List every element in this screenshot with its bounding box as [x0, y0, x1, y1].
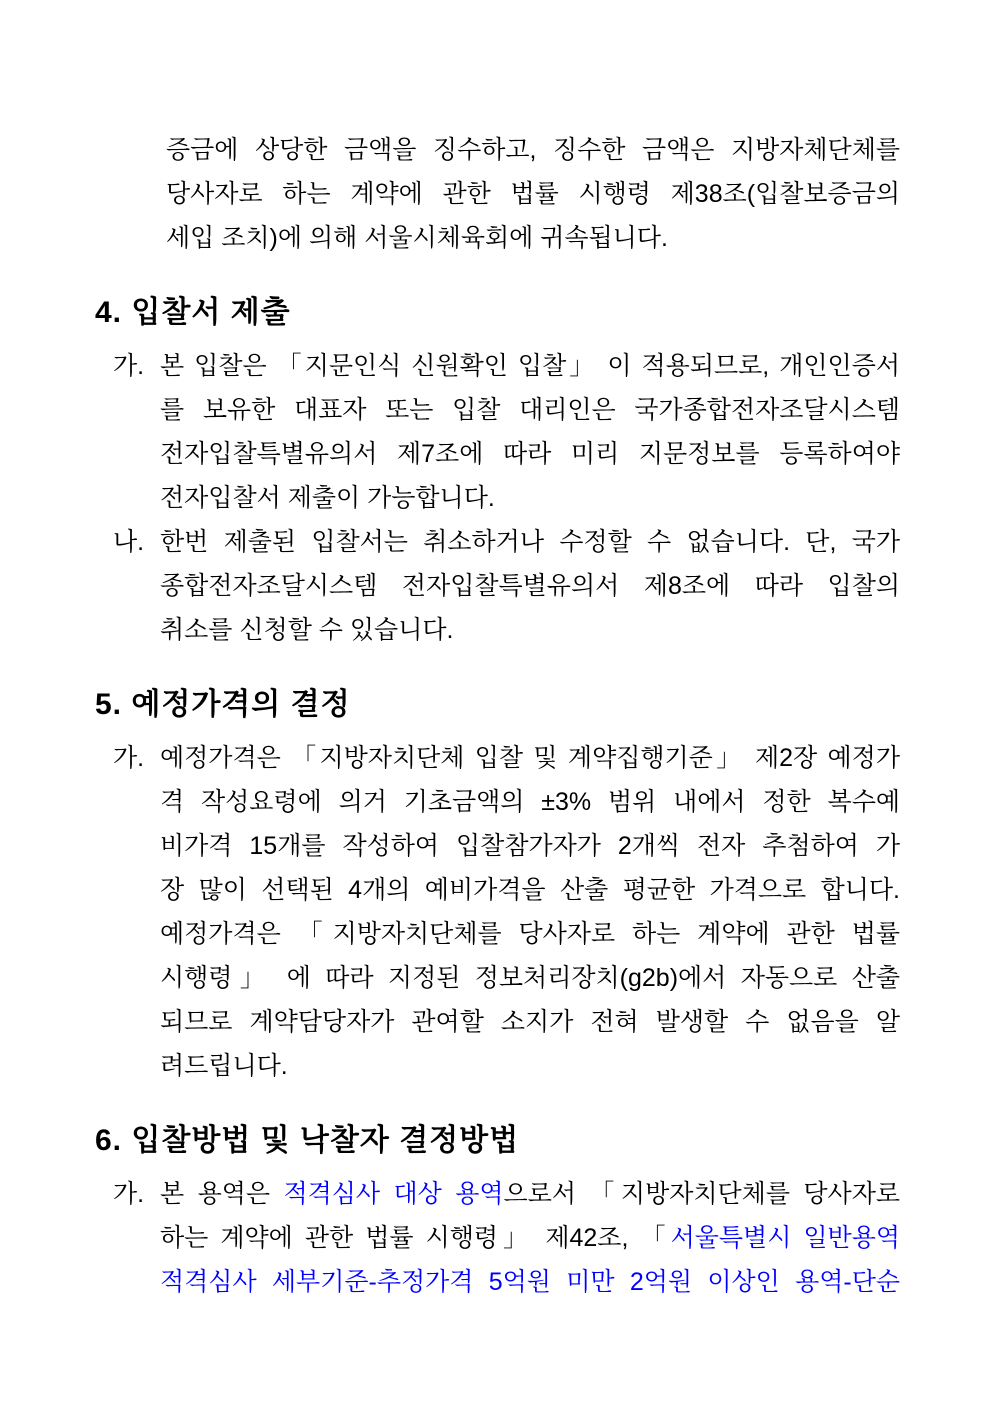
text-line: 취소를 신청할 수 있습니다.	[160, 616, 454, 644]
text-line: 비가격 15개를 작성하여 입찰참가자가 2개씩 전자 추첨하여 가	[160, 832, 900, 860]
item-label: 가.	[113, 1180, 145, 1208]
list-item-4-na	[95, 520, 900, 652]
text-line: 되므로 계약담당자가 관여할 소지가 전혀 발생할 수 없음을 알	[160, 1008, 900, 1036]
text-line: 당사자로 하는 계약에 관한 법률 시행령 제38조(입찰보증금의	[166, 180, 900, 208]
text-line: 격 작성요령에 의거 기초금액의 ±3% 범위 내에서 정한 복수예	[160, 788, 900, 816]
item-label: 가.	[113, 744, 145, 772]
text-line: 예정가격은 「지방자치단체 입찰 및 계약집행기준」 제2장 예정가	[160, 744, 900, 772]
text-line: 전자입찰서 제출이 가능합니다.	[160, 484, 495, 512]
text-line: 전자입찰특별유의서 제7조에 따라 미리 지문정보를 등록하여야	[160, 440, 900, 468]
text-line: 를 보유한 대표자 또는 입찰 대리인은 국가종합전자조달시스템	[160, 396, 900, 424]
text-line	[160, 1260, 900, 1304]
text-line: 려드립니다.	[160, 1052, 288, 1080]
text-segment-highlight: 적격심사 세부기준-추정가격 5억원 미만 2억원 이상인 용역-단순	[160, 1268, 900, 1296]
list-item-4-ga	[95, 344, 900, 520]
text-line: 증금에 상당한 금액을 징수하고, 징수한 금액은 지방자체단체를	[166, 136, 900, 164]
text-line: 예정가격은 「지방자치단체를 당사자로 하는 계약에 관한 법률	[160, 920, 900, 948]
text-line: 한번 제출된 입찰서는 취소하거나 수정할 수 없습니다. 단, 국가	[160, 528, 900, 556]
text-line: 종합전자조달시스템 전자입찰특별유의서 제8조에 따라 입찰의	[160, 572, 900, 600]
text-line	[160, 1172, 900, 1216]
text-line: 세입 조치)에 의해 서울시체육회에 귀속됩니다.	[166, 224, 668, 252]
list-item-6-ga	[95, 1172, 900, 1304]
section-heading-5: 5. 예정가격의 결정	[95, 688, 351, 721]
text-segment: 으로서 「지방자치단체를 당사자로	[503, 1180, 900, 1208]
text-line: 본 입찰은 「지문인식 신원확인 입찰」 이 적용되므로, 개인인증서	[160, 352, 900, 380]
text-line: 시행령」 에 따라 지정된 정보처리장치(g2b)에서 자동으로 산출	[160, 964, 900, 992]
item-label: 나.	[113, 528, 145, 556]
text-segment: 하는 계약에 관한 법률 시행령」 제42조, 「	[160, 1224, 671, 1252]
section-heading-4: 4. 입찰서 제출	[95, 296, 291, 329]
section-heading-6: 6. 입찰방법 및 낙찰자 결정방법	[95, 1124, 520, 1157]
intro-paragraph	[166, 128, 900, 260]
text-segment-highlight: 서울특별시 일반용역	[670, 1224, 900, 1252]
text-segment-highlight: 적격심사 대상 용역	[283, 1180, 504, 1208]
text-segment: 본 용역은	[160, 1180, 284, 1208]
list-item-5-ga	[95, 736, 900, 1088]
text-line	[160, 1216, 900, 1260]
text-line: 장 많이 선택된 4개의 예비가격을 산출 평균한 가격으로 합니다.	[160, 876, 900, 904]
item-label: 가.	[113, 352, 145, 380]
